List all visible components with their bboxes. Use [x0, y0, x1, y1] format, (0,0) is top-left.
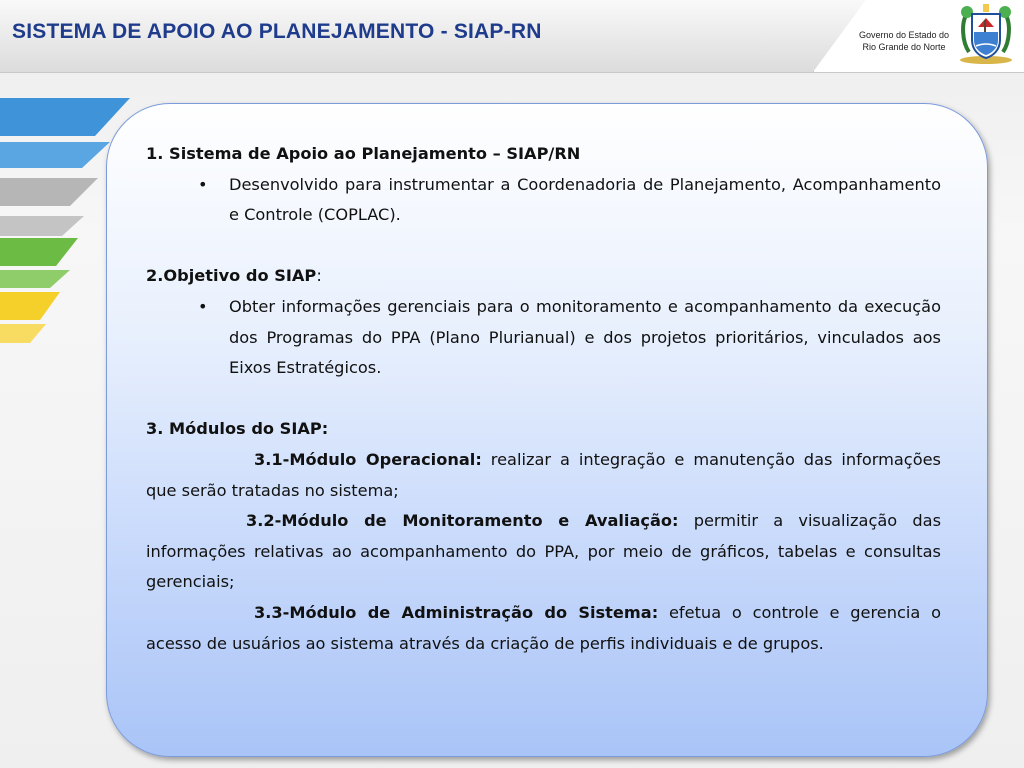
module-1-text: realizar a integração e manutenção das informações que serão tratadas no sistema; — [146, 449, 941, 500]
section-2-colon: : — [316, 266, 322, 286]
module-2-text: permitir a visualização das informações relativas ao acompanhamento do PPA, por meio de gráficos, tabelas e consultas gerenciais; — [146, 511, 941, 592]
section-2-title: 2.Objetivo do SIAP — [146, 266, 317, 286]
section-1-bullet-text: Desenvolvido para instrumentar a Coordenadoria de Planejamento, Acompanhamento e Controle (COPLAC). — [229, 174, 941, 225]
module-2-label: 3.2-Módulo de Monitoramento e Avaliação: — [246, 511, 679, 531]
module-3-text: efetua o controle e gerencia o acesso de usuários ao sistema através da criação de perfis individuais e de grupos. — [146, 602, 941, 653]
page-title: SISTEMA DE APOIO AO PLANEJAMENTO - SIAP-RN — [12, 20, 542, 43]
module-1-label: 3.1-Módulo Operacional: — [254, 449, 482, 469]
module-3-label: 3.3-Módulo de Administração do Sistema: — [254, 602, 659, 622]
section-3-title: 3. Módulos do SIAP: — [146, 419, 329, 439]
state-coat-of-arms-icon — [953, 2, 1019, 66]
module-3 — [146, 598, 941, 659]
section-1-bullet — [146, 170, 941, 231]
government-label-line1: Governo do Estado do — [858, 30, 950, 40]
government-label-line2: Rio Grande do Norte — [862, 42, 946, 52]
section-2-title-line — [146, 261, 941, 292]
module-2 — [146, 506, 941, 598]
slide-body — [146, 139, 941, 659]
bullet-icon: • — [198, 296, 208, 316]
bullet-icon: • — [198, 174, 208, 194]
section-2-bullet-text: Obter informações gerenciais para o monitoramento e acompanhamento da execução dos Programas do PPA (Plano Plurianual) e dos projetos prioritários, vinculados aos Eixos Estratégicos. — [229, 296, 941, 378]
section-2-bullet — [146, 292, 941, 384]
government-label — [852, 29, 956, 53]
section-1-title: 1. Sistema de Apoio ao Planejamento – SIAP/RN — [146, 144, 581, 163]
module-1 — [146, 445, 941, 506]
